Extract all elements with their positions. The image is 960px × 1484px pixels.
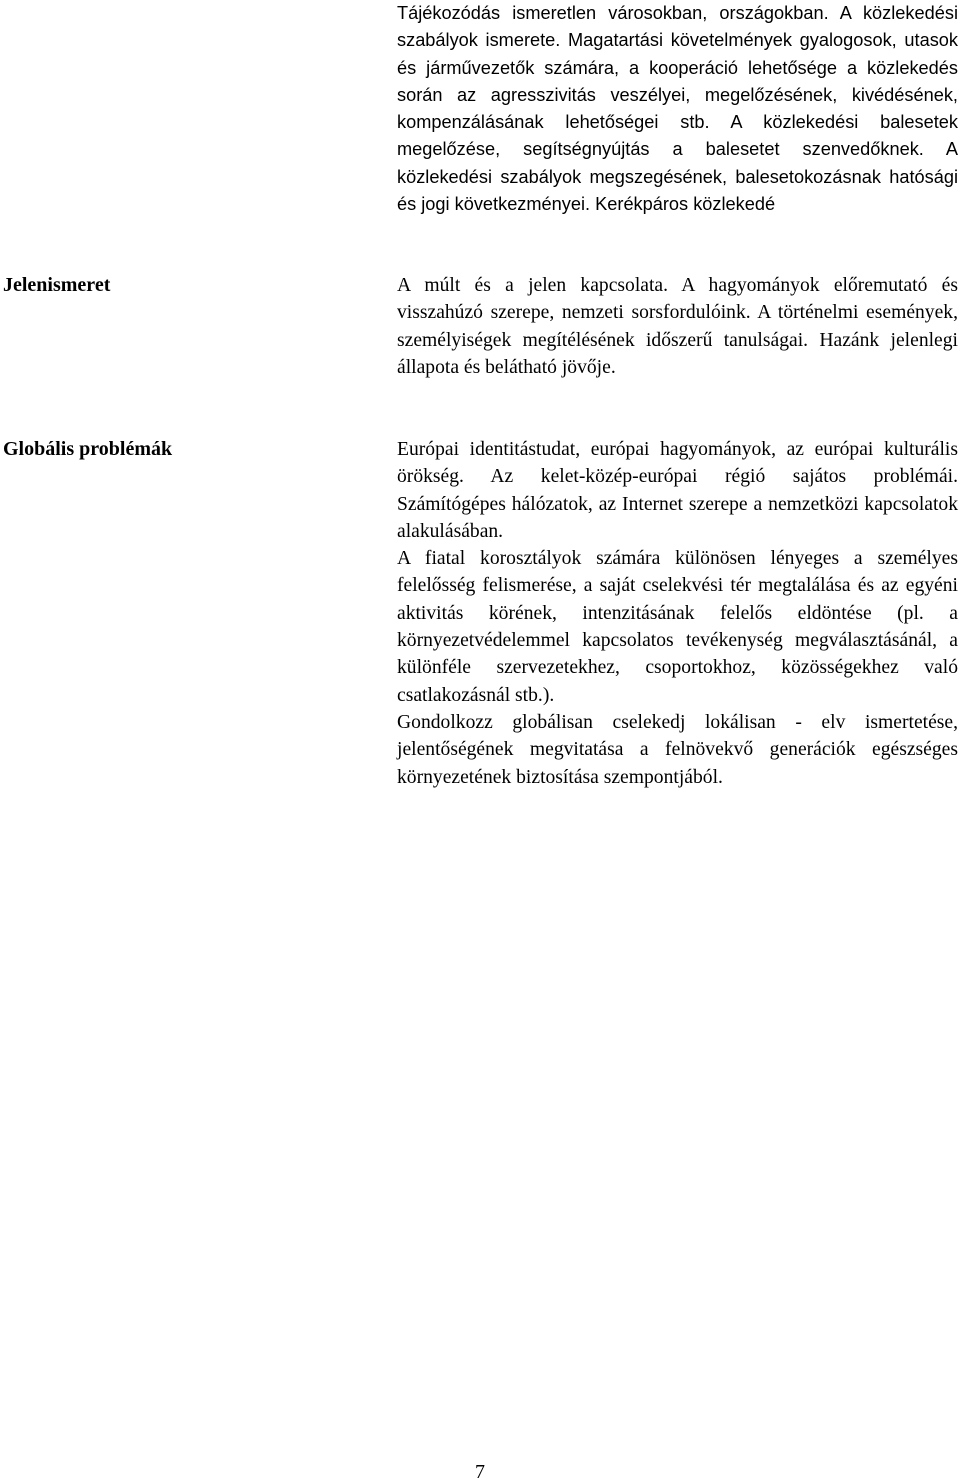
traffic-paragraph: Tájékozódás ismeretlen városokban, országokban. A közlekedési szabályok ismerete. Magatartási követelmények gyalogosok, utasok és járművezetők számára, a kooperáció lehetősége a közlekedés során az agresszivitás veszélyei, megelőzésének, kivédésének, kompenzálásának lehetőségei stb. A közlekedési balesetek megelőzése, segítségnyújtás a balesetet szenvedőknek. A közlekedési szabályok megszegésének, balesetokozásnak hatósági és jogi következményei. Kerékpáros közlekedé	[397, 3, 958, 215]
globalis-problemak-content	[397, 436, 958, 791]
globalis-paragraph-2: A fiatal korosztályok számára különösen lényeges a személyes felelősség felismerése, a saját cselekvési tér megtalálása és az egyéni aktivitás körének, intenzitásának felelős eldöntése (pl. a környezetvédelemmel kapcsolatos tevékenység megválasztásánál, a különféle szervezetekhez, csoportokhoz, közösségekhez való csatlakozásnál stb.).	[397, 548, 958, 706]
row-heading-globalis-problemak: Globális problémák	[3, 438, 173, 460]
traffic-content	[397, 0, 958, 218]
jelenismeret-content	[397, 272, 958, 381]
globalis-paragraph-3: Gondolkozz globálisan cselekedj lokálisan - elv ismertetése, jelentőségének megvitatása a felnövekvő generációk egészséges környezetének biztosítása szempontjából.	[397, 711, 958, 788]
row-heading-jelenismeret: Jelenismeret	[3, 274, 111, 296]
jelenismeret-paragraph: A múlt és a jelen kapcsolata. A hagyományok előremutató és visszahúzó szerepe, nemzeti sorsfordulóink. A történelmi események, személyiségek megítélésének időszerű tanulságai. Hazánk jelenlegi állapota és belátható jövője.	[397, 275, 958, 378]
page-number: 7	[475, 1461, 485, 1483]
globalis-paragraph-1: Európai identitástudat, európai hagyományok, az európai kulturális örökség. Az kelet-közép-európai régió sajátos problémái. Számítógépes hálózatok, az Internet szerepe a nemzetközi kapcsolatok alakulásában.	[397, 439, 958, 542]
